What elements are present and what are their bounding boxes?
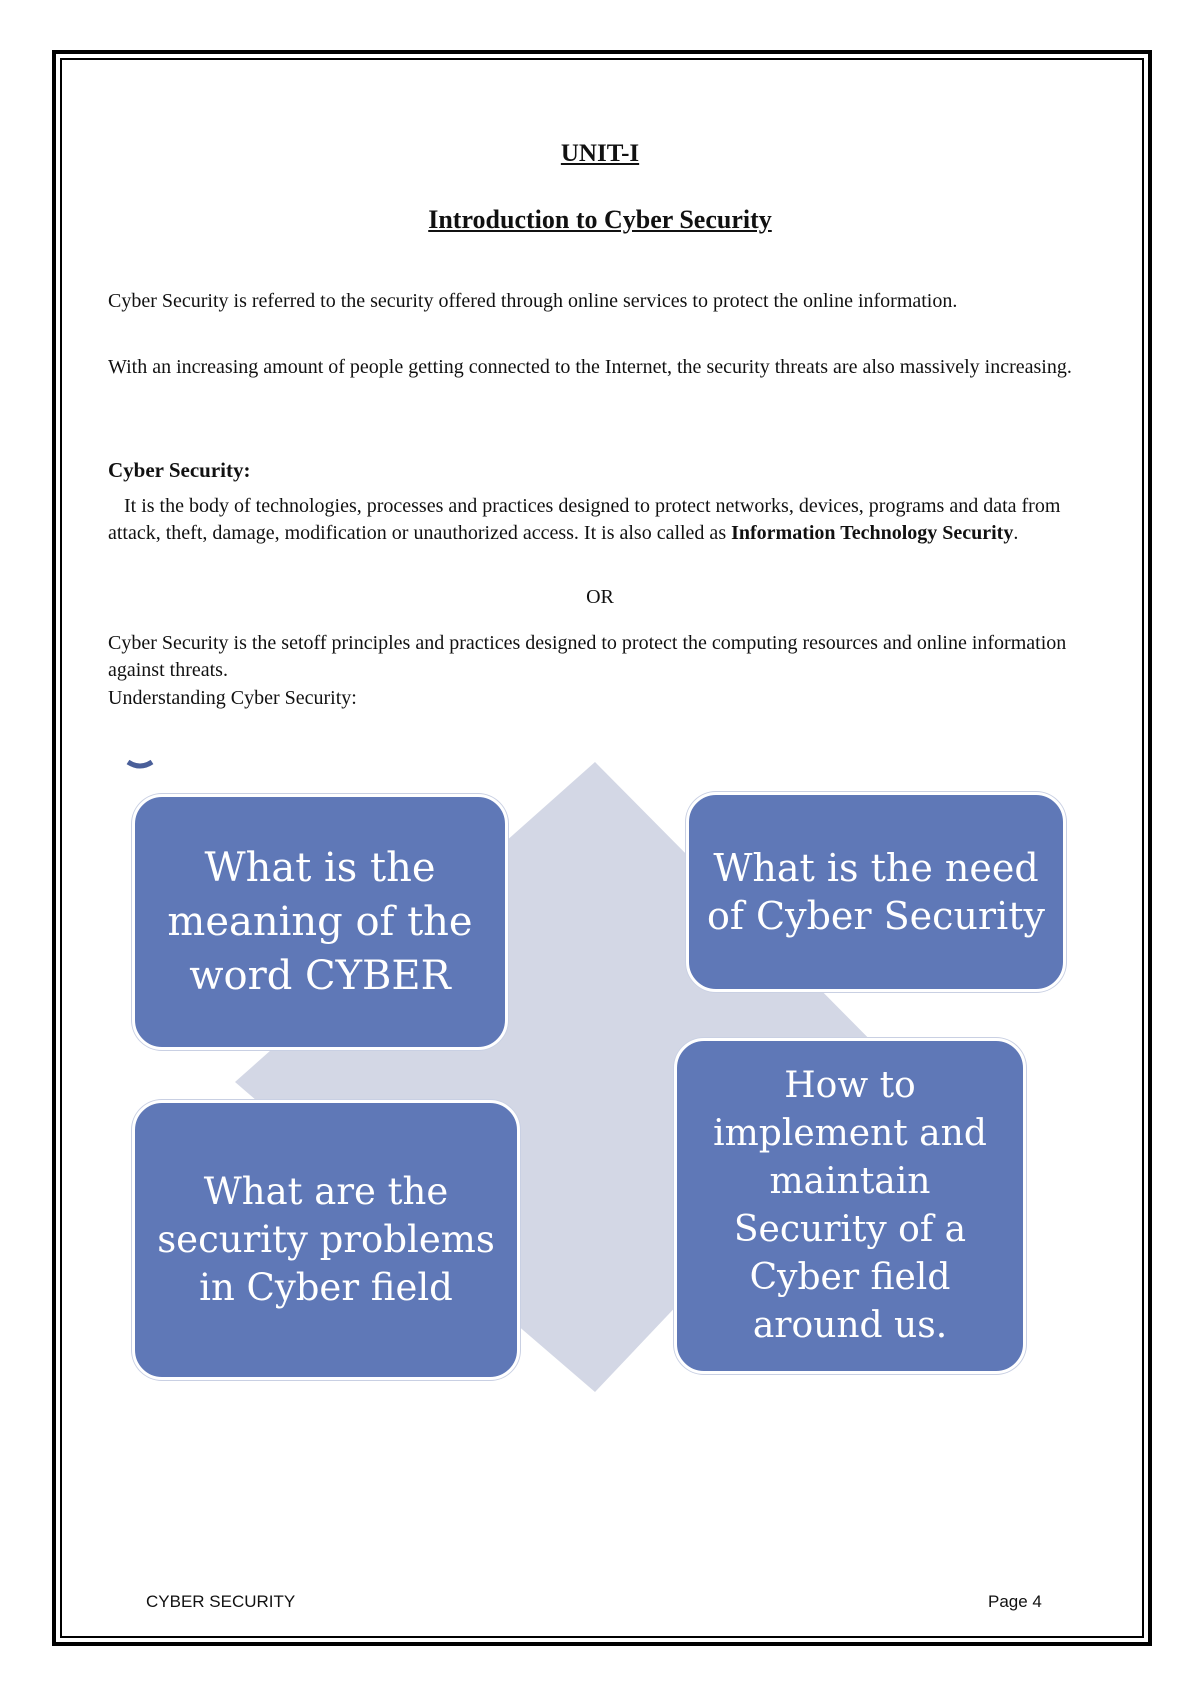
intro-paragraph-1: Cyber Security is referred to the security offered through online services to protect the online information.: [108, 290, 958, 312]
diagram-box-meaning-of-cyber: [132, 794, 508, 1050]
corner-mark: [128, 762, 152, 766]
definition-end: .: [1013, 522, 1019, 544]
definition-paragraph: [108, 493, 1098, 547]
understanding-heading: Understanding Cyber Security:: [108, 687, 357, 709]
diagram-box-security-problems: [132, 1100, 520, 1380]
page-number: Page 4: [988, 1592, 1042, 1611]
box-label-bottom-left: What are the security problems in Cyber field: [157, 1170, 495, 1309]
alternate-definition: Cyber Security is the setoff principles and practices designed to protect the computing resources and online information against threats.: [108, 632, 1067, 681]
definition-text: It is the body of technologies, processes and practices designed to protect networks, devices, programs and data from attack, theft, damage, modification or unauthorized access. It is also called as: [108, 495, 1061, 544]
intro-paragraph-2: With an increasing amount of people getting connected to the Internet, the security threats are also massively increasing.: [108, 356, 1072, 378]
unit-title: UNIT-I: [560, 140, 640, 167]
box-label-top-left: What is the meaning of the word CYBER: [167, 845, 473, 999]
document-title: Introduction to Cyber Security: [428, 205, 772, 234]
box-label-bottom-right: How to implement and maintain Security of a Cyber field around us.: [713, 1065, 987, 1346]
diagram-box-need-of-cyber-security: [686, 792, 1066, 992]
definition-emphasis: Information Technology Security: [731, 522, 1014, 544]
box-label-top-right: What is the need of Cyber Security: [707, 846, 1045, 938]
footer-title: CYBER SECURITY: [146, 1592, 296, 1611]
or-separator: OR: [586, 586, 614, 608]
cyber-security-diagram: [120, 752, 1080, 1402]
definition-heading: Cyber Security:: [108, 458, 251, 482]
diagram-box-implement-security: [674, 1038, 1026, 1374]
